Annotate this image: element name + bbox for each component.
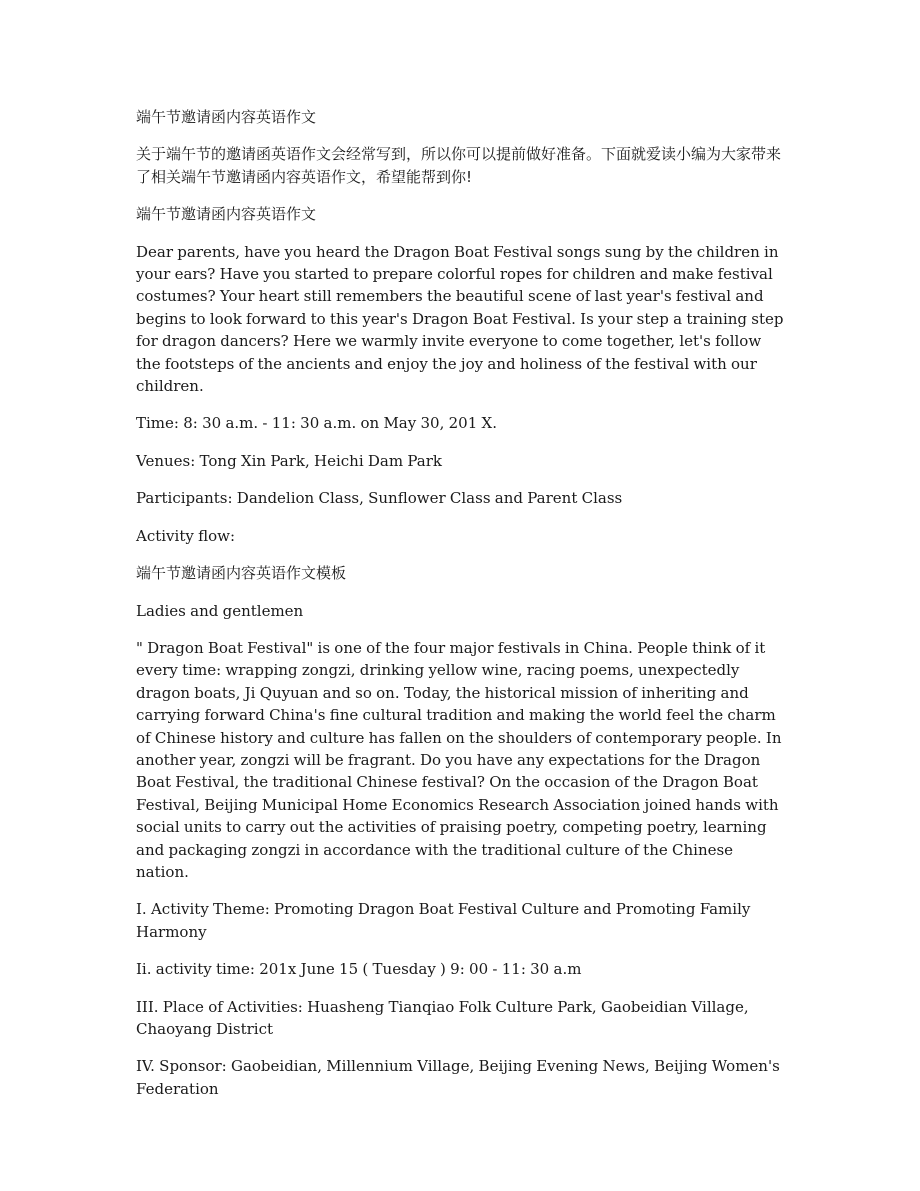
document-page xyxy=(136,106,786,1115)
invitation-paragraph: Dear parents, have you heard the Dragon Boat Festival songs sung by the children in your ears? Have you started to prepare colorful ropes for children and make festival costumes? Your heart still remembers the beautiful scene of last year's festival and begins to look forward to this year's Dragon Boat Festival. Is your step a training step for dragon dancers? Here we warmly invite everyone to come together, let's follow the footsteps of the ancients and enjoy the joy and holiness of the festival with our children. xyxy=(136,242,784,396)
participants-line: Participants: Dandelion Class, Sunflower Class and Parent Class xyxy=(136,489,623,508)
activity-place-line: III. Place of Activities: Huasheng Tianqiao Folk Culture Park, Gaobeidian Village, Chaoyang District xyxy=(136,997,749,1038)
time-line: Time: 8: 30 a.m. - 11: 30 a.m. on May 30, 201 X. xyxy=(136,414,497,433)
document-title: 端午节邀请函内容英语作文 xyxy=(136,108,317,126)
section-heading-2: 端午节邀请函内容英语作文模板 xyxy=(136,564,347,583)
activity-theme-line: I. Activity Theme: Promoting Dragon Boat Festival Culture and Promoting Family Harmony xyxy=(136,900,751,941)
festival-paragraph: " Dragon Boat Festival" is one of the four major festivals in China. People think of it every time: wrapping zongzi, drinking yellow wine, racing poems, unexpectedly dragon boats, Ji Quyuan and so on. Today, the historical mission of inheriting and carrying forward China's fine cultural tradition and making the world feel the charm of Chinese history and culture has fallen on the shoulders of contemporary people. In another year, zongzi will be fragrant. Do you have any expectations for the Dragon Boat Festival, the traditional Chinese festival? On the occasion of the Dragon Boat Festival, Beijing Municipal Home Economics Research Association joined hands with social units to carry out the activities of praising poetry, competing poetry, learning and packaging zongzi in accordance with the traditional culture of the Chinese nation. xyxy=(136,638,782,881)
section-heading-1: 端午节邀请函内容英语作文 xyxy=(136,205,317,224)
sponsor-line: IV. Sponsor: Gaobeidian, Millennium Village, Beijing Evening News, Beijing Women's Federation xyxy=(136,1057,780,1098)
salutation-line: Ladies and gentlemen xyxy=(136,601,304,620)
activity-flow-line: Activity flow: xyxy=(136,526,236,545)
venues-line: Venues: Tong Xin Park, Heichi Dam Park xyxy=(136,451,442,470)
activity-time-line: Ii. activity time: 201x June 15 ( Tuesday ) 9: 00 - 11: 30 a.m xyxy=(136,960,582,979)
intro-paragraph: 关于端午节的邀请函英语作文会经常写到，所以你可以提前做好准备。下面就爱读小编为大家带来了相关端午节邀请函内容英语作文，希望能帮到你! xyxy=(136,145,782,186)
